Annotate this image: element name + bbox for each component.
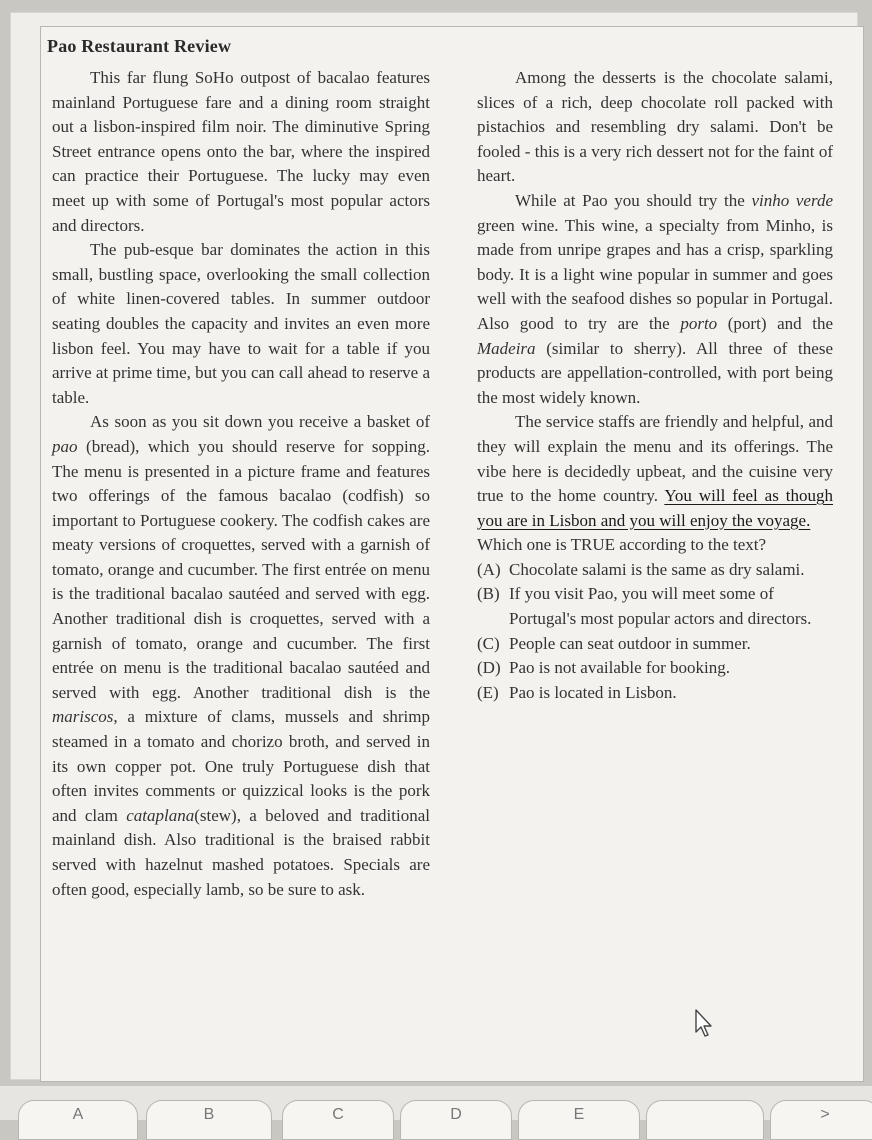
option-b: (B) If you visit Pao, you will meet some of Portugal's most popular actors and directors. bbox=[477, 584, 812, 629]
paragraph-desserts: Among the desserts is the chocolate salami, slices of a rich, deep chocolate roll packed with pistachios and resembling dry salami. Don't be fooled - this is a very rich dessert not for the faint of heart. bbox=[477, 68, 833, 186]
option-d: (D) Pao is not available for booking. bbox=[477, 658, 730, 678]
paragraph-service: The service staffs are friendly and helpful, and they will explain the menu and its offerings. The vibe here is decidedly upbeat, and the cuisine very true to the home country. You will feel as though you are in Lisbon and you will enjoy the voyage. bbox=[477, 412, 833, 530]
answer-button-a[interactable]: A bbox=[18, 1100, 138, 1140]
option-c: (C) People can seat outdoor in summer. bbox=[477, 633, 751, 653]
paragraph-menu: As soon as you sit down you receive a basket of pao (bread), which you should reserve for sopping. The menu is presented in a picture frame and features two offerings of the famous bacalao (codfish) so important to Portuguese cookery. The codfish cakes are meaty versions of croquettes, served with a garnish of tomato, orange and cucumber. The first entrée on menu is the traditional bacalao sautéed and served with egg. Another traditional dish is croquettes, served with a garnish of tomato, orange and cucumber. The first entrée on menu is the traditional bacalao sautéed and served with egg. Another traditional dish is the mariscos, a mixture of clams, mussels and shrimp steamed in a tomato and chorizo broth, and served in its own copper pot. One truly Portuguese dish that often invites comments or quizzical looks is the pork and clam cataplana(stew), a beloved and traditional mainland dish. Also traditional is the braised rabbit served with hazelnut mashed potatoes. Specials are often good, especially lamb, so be sure to ask. bbox=[52, 412, 430, 899]
mouse-pointer-icon bbox=[694, 1008, 714, 1038]
answer-button-b[interactable]: B bbox=[146, 1100, 272, 1140]
question-prompt: Which one is TRUE according to the text? bbox=[477, 535, 767, 555]
answer-button-d[interactable]: D bbox=[400, 1100, 512, 1140]
left-column bbox=[52, 66, 430, 902]
paragraph-bar: The pub-esque bar dominates the action in this small, bustling space, overlooking the small collection of white linen-covered tables. In summer outdoor seating doubles the capacity and invites an even more lisbon feel. You may have to wait for a table if you arrive at prime time, but you can call ahead to reserve a table. bbox=[52, 240, 430, 407]
paragraph-intro: This far flung SoHo outpost of bacalao features mainland Portuguese fare and a dining room straight out a lisbon-inspired film noir. The diminutive Spring Street entrance opens onto the bar, where the inspired can practice their Portuguese. The lucky may even meet up with some of Portugal's most popular actors and directors. bbox=[52, 68, 430, 235]
paragraph-wine: While at Pao you should try the vinho verde green wine. This wine, a specialty from Minho, is made from unripe grapes and has a crisp, sparkling body. It is a light wine popular in summer and goes well with the seafood dishes so popular in Portugal. Also good to try are the porto (port) and the Madeira (similar to sherry). All three of these products are appellation-controlled, with port being the most widely known. bbox=[477, 190, 833, 407]
answer-button-f[interactable] bbox=[646, 1100, 764, 1140]
answer-button-c[interactable]: C bbox=[282, 1100, 394, 1140]
next-button[interactable]: > bbox=[770, 1100, 872, 1140]
option-e: (E) Pao is located in Lisbon. bbox=[477, 682, 677, 702]
option-a: (A) Chocolate salami is the same as dry salami. bbox=[477, 559, 805, 579]
document-title: Pao Restaurant Review bbox=[47, 36, 232, 56]
underlined-sentence: You will feel as though you are in Lisbon and you will enjoy the voyage. bbox=[477, 486, 833, 530]
right-column bbox=[477, 66, 833, 705]
answer-button-e[interactable]: E bbox=[518, 1100, 640, 1140]
